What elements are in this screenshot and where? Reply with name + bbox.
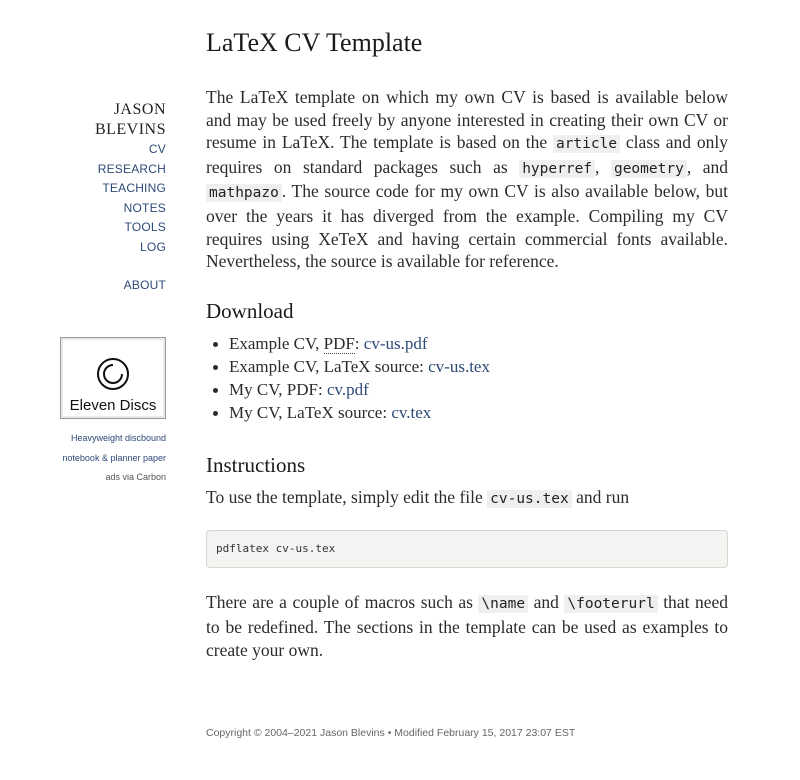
instructions-paragraph <box>206 486 728 511</box>
macros-text-2: and <box>528 592 565 613</box>
code-geometry: geometry <box>611 160 687 178</box>
intro-paragraph <box>206 86 728 273</box>
link-cv-us-tex[interactable]: cv-us.tex <box>428 356 490 376</box>
page-title: LaTeX CV Template <box>206 28 423 57</box>
list-item <box>206 378 728 401</box>
ad-line-2[interactable]: notebook & planner paper <box>62 453 166 463</box>
download-list <box>206 332 728 424</box>
code-hyperref: hyperref <box>519 160 595 178</box>
macros-text-3: that need to be redefined. The sections in the template can be used as examples to create your own. <box>206 592 728 660</box>
author-name[interactable] <box>0 100 166 140</box>
list-item <box>206 401 728 424</box>
intro-text-1: The LaTeX template on which my own CV is based is available below and may be used freely by anyone interested in creating their own CV or resume in LaTeX. The template is based on the <box>206 87 728 153</box>
author-last-name[interactable]: BLEVINS <box>94 121 166 138</box>
download-heading: Download <box>206 298 294 323</box>
ad-brand: Eleven Discs <box>69 397 157 414</box>
nav-teaching[interactable]: TEACHING <box>102 181 166 195</box>
code-mathpazo: mathpazo <box>206 184 282 202</box>
nav-research[interactable]: RESEARCH <box>97 161 166 176</box>
instructions-text-2: and run <box>571 486 630 507</box>
link-cv-us-pdf[interactable]: cv-us.pdf <box>363 333 428 353</box>
nav-about[interactable]: ABOUT <box>123 278 166 292</box>
code-footerurl-macro: \footerurl <box>564 595 657 613</box>
code-article: article <box>553 135 620 153</box>
intro-text-4: , and <box>686 156 728 177</box>
ad-description[interactable] <box>60 428 166 468</box>
footer-separator: • <box>384 727 395 739</box>
footer <box>206 727 575 739</box>
disc-logo-icon <box>96 357 130 391</box>
pdf-abbr: PDF <box>323 333 355 353</box>
main-content <box>206 0 728 661</box>
command-code-block[interactable]: pdflatex cv-us.tex <box>206 530 728 568</box>
link-cv-tex[interactable]: cv.tex <box>391 402 432 422</box>
author-first-name[interactable]: JASON <box>113 101 166 118</box>
carbon-ad <box>60 337 166 486</box>
link-cv-pdf[interactable]: cv.pdf <box>326 379 369 399</box>
site-nav <box>0 140 166 296</box>
intro-text-2: class and only requires on standard packages such as <box>206 132 728 177</box>
ad-via-carbon[interactable]: ads via Carbon <box>105 472 166 482</box>
item-separator: : <box>354 333 364 353</box>
list-item <box>206 355 728 378</box>
ad-image[interactable] <box>60 337 166 419</box>
code-name-macro: \name <box>478 595 528 613</box>
nav-notes[interactable]: NOTES <box>123 200 166 215</box>
copyright-text: Copyright © 2004–2021 Jason Blevins <box>206 727 385 739</box>
item-label: Example CV, LaTeX source: <box>229 356 429 376</box>
modified-date: Modified February 15, 2017 23:07 EST <box>394 727 576 739</box>
nav-cv[interactable]: CV <box>148 142 166 156</box>
ad-line-1[interactable]: Heavyweight discbound <box>70 433 166 443</box>
nav-log[interactable]: LOG <box>140 239 166 254</box>
item-label: My CV, PDF: <box>229 379 327 399</box>
item-label: My CV, LaTeX source: <box>229 402 392 422</box>
sidebar <box>0 100 166 296</box>
item-label: Example CV, <box>229 333 324 353</box>
intro-text-3: , <box>595 156 611 177</box>
macros-paragraph <box>206 591 728 661</box>
macros-text-1: There are a couple of macros such as <box>206 592 479 613</box>
intro-text-5: . The source code for my own CV is also available below, but over the years it has diverged from the example. Compiling my CV requires using XeTeX and having certain commercial fonts available. Nevertheless, the source is available for reference. <box>206 181 728 272</box>
instructions-text-1: To use the template, simply edit the file <box>206 486 488 507</box>
code-cv-us-tex: cv-us.tex <box>487 490 572 508</box>
instructions-heading: Instructions <box>206 452 306 477</box>
nav-tools[interactable]: TOOLS <box>124 220 166 234</box>
list-item <box>206 332 728 355</box>
